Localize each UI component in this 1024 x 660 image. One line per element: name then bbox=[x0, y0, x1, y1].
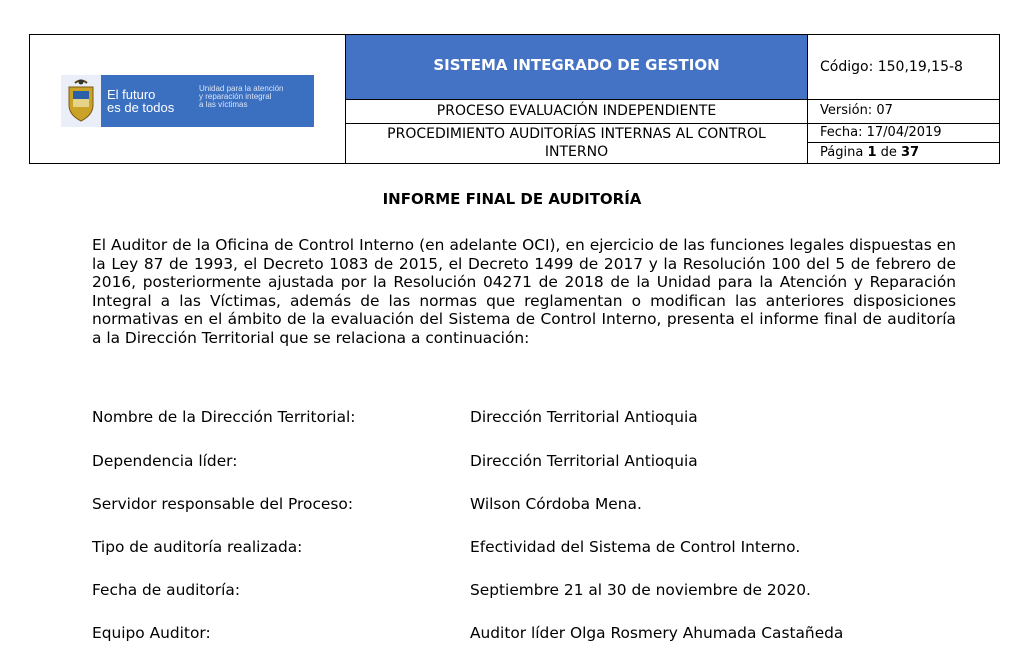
logo-cell bbox=[30, 35, 346, 163]
brand-line1: El futuro bbox=[107, 87, 156, 102]
brand-line2: es de todos bbox=[107, 100, 175, 115]
system-title: SISTEMA INTEGRADO DE GESTION bbox=[346, 35, 808, 99]
field-label: Dependencia líder: bbox=[92, 452, 238, 470]
field-label: Nombre de la Dirección Territorial: bbox=[92, 408, 356, 426]
coat-of-arms-icon bbox=[61, 75, 101, 127]
document-date: Fecha: 17/04/2019 bbox=[808, 123, 999, 142]
document-version: Versión: 07 bbox=[808, 99, 999, 123]
unit-text bbox=[191, 75, 314, 127]
field-label: Equipo Auditor: bbox=[92, 624, 211, 642]
field-value: Auditor líder Olga Rosmery Ahumada Castañeda bbox=[470, 624, 844, 642]
document-code: Código: 150,19,15-8 bbox=[820, 59, 963, 75]
procedure-name bbox=[346, 123, 808, 163]
field-value: Septiembre 21 al 30 de noviembre de 2020. bbox=[470, 581, 811, 599]
institution-logo bbox=[61, 75, 314, 127]
unit-line3: a las víctimas bbox=[199, 100, 248, 109]
field-value: Wilson Córdoba Mena. bbox=[470, 495, 642, 513]
unit-line2: y reparación integral bbox=[199, 92, 272, 101]
field-value: Dirección Territorial Antioquia bbox=[470, 408, 698, 426]
page-number bbox=[808, 142, 999, 163]
page-current: 1 bbox=[867, 145, 877, 160]
field-label: Tipo de auditoría realizada: bbox=[92, 538, 303, 556]
field-label: Servidor responsable del Proceso: bbox=[92, 495, 354, 513]
document-header-table bbox=[29, 34, 1000, 164]
field-value: Efectividad del Sistema de Control Interno. bbox=[470, 538, 801, 556]
report-title: INFORME FINAL DE AUDITORÍA bbox=[382, 190, 642, 208]
intro-paragraph: El Auditor de la Oficina de Control Interno (en adelante OCI), en ejercicio de las funciones legales dispuestas en la Ley 87 de 1993, el Decreto 1083 de 2015, el Decreto 1499 de 2017 y la Resolución 100 del 5 de febrero de 2016, posteriormente ajustada por la Resolución 04271 de 2018 de la Unidad para la Atención y Reparación Integral a las Víctimas, además de las normas que reglamentan o modifican las anteriores disposiciones normativas en el ámbito de la evaluación del Sistema de Control Interno, presenta el informe final de auditoría a la Dirección Territorial que se relaciona a continuación: bbox=[92, 236, 956, 347]
unit-line1: Unidad para la atención bbox=[199, 84, 284, 93]
page-mid: de bbox=[876, 145, 901, 160]
page-prefix: Página bbox=[820, 145, 868, 160]
procedure-line1: PROCEDIMIENTO AUDITORÍAS INTERNAS AL CONTROL bbox=[387, 126, 766, 142]
field-value: Dirección Territorial Antioquia bbox=[470, 452, 698, 470]
field-label: Fecha de auditoría: bbox=[92, 581, 241, 599]
process-name: PROCESO EVALUACIÓN INDEPENDIENTE bbox=[346, 99, 808, 123]
page-total: 37 bbox=[901, 145, 920, 160]
brand-text bbox=[101, 75, 191, 127]
procedure-line2: INTERNO bbox=[544, 144, 609, 160]
